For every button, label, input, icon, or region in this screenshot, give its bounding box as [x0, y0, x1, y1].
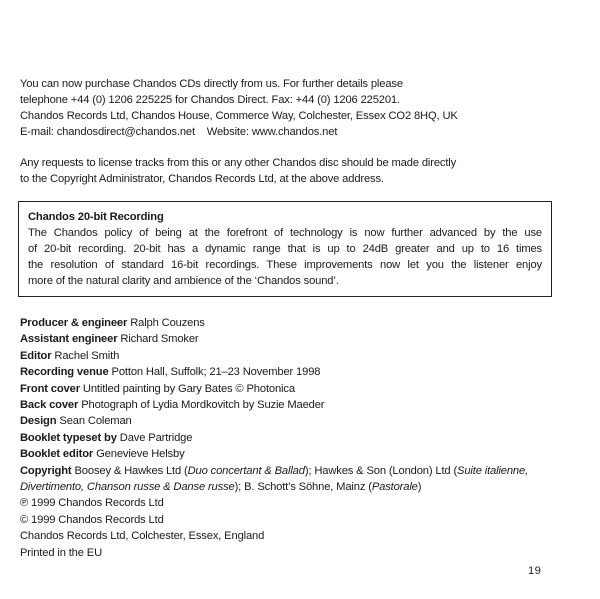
license-paragraph: [20, 155, 456, 187]
text-line: more of the natural clarity and ambience of the ‘Chandos sound’.: [28, 275, 339, 287]
phonogram-copyright-line: ℗ 1999 Chandos Records Ltd: [20, 497, 164, 510]
copyright-text: ): [417, 481, 422, 494]
credit-label: Booklet typeset by: [20, 431, 117, 444]
text-line: the resolution of standard 16-bit recordings. These improvements now let you the listener enjoy: [28, 259, 542, 271]
credit-label: Back cover: [20, 399, 79, 412]
copyright-text: Boosey & Hawkes Ltd (: [74, 464, 188, 477]
text-line: to the Copyright Administrator, Chandos Records Ltd, at the above address.: [20, 173, 384, 185]
page-number: 19: [528, 565, 542, 577]
text-line: of 20-bit recording. 20-bit has a dynamic range that is up to 24dB greater and up to 16 times: [28, 243, 542, 255]
credit-value: Richard Smoker: [120, 333, 199, 346]
credit-value: Potton Hall, Suffolk; 21–23 November 1998: [111, 366, 321, 379]
credit-label: Producer & engineer: [20, 317, 128, 329]
copyright-line: © 1999 Chandos Records Ltd: [20, 513, 164, 526]
publisher-address-line: Chandos Records Ltd, Colchester, Essex, England: [20, 530, 265, 543]
credit-value: Rachel Smith: [54, 349, 120, 362]
credit-row: [20, 430, 580, 446]
credit-row: [20, 315, 580, 331]
credit-label: Design: [20, 415, 57, 428]
text-line: E-mail: chandosdirect@chandos.net Website: www.chandos.net: [20, 126, 338, 138]
printed-in-line: Printed in the EU: [20, 546, 103, 559]
credit-label: Recording venue: [20, 366, 109, 379]
credits-section: [20, 315, 580, 561]
credit-row: [20, 331, 580, 347]
work-title: Pastorale: [371, 481, 418, 494]
work-title: Suite italienne, Divertimento, Chanson russe & Danse russe: [20, 464, 529, 494]
credit-value: Untitled painting by Gary Bates © Photonica: [82, 382, 295, 395]
text-line: Chandos Records Ltd, Chandos House, Commerce Way, Colchester, Essex CO2 8HQ, UK: [20, 110, 458, 122]
credit-row: [20, 348, 580, 364]
recording-note-box: [18, 201, 552, 297]
credit-value: Ralph Couzens: [130, 317, 205, 329]
text-line: The Chandos policy of being at the forefront of technology is now further advanced by the use: [28, 227, 542, 239]
credit-row-copyright: [20, 463, 540, 496]
text-line: telephone +44 (0) 1206 225225 for Chandos Direct. Fax: +44 (0) 1206 225201.: [20, 94, 400, 106]
credit-row: [20, 413, 580, 429]
credit-row: [20, 381, 580, 397]
box-title: Chandos 20-bit Recording: [28, 211, 164, 223]
credit-label: Copyright: [20, 464, 72, 477]
copyright-text: ); B. Schott’s Söhne, Mainz (: [234, 481, 372, 494]
work-title: Duo concertant & Ballad: [187, 464, 305, 477]
credit-row: [20, 397, 580, 413]
credit-value: Genevieve Helsby: [96, 448, 185, 461]
contact-paragraph: [20, 76, 458, 140]
credit-value: Sean Coleman: [59, 415, 132, 428]
credit-label: Assistant engineer: [20, 333, 118, 346]
credit-row: [20, 364, 580, 380]
text-line: You can now purchase Chandos CDs directly from us. For further details please: [20, 78, 403, 90]
credit-label: Editor: [20, 349, 52, 362]
credit-value: Dave Partridge: [119, 431, 193, 444]
credit-row: [20, 446, 580, 462]
credit-label: Booklet editor: [20, 448, 94, 461]
text-line: Any requests to license tracks from this or any other Chandos disc should be made directly: [20, 157, 457, 169]
credit-label: Front cover: [20, 382, 80, 395]
credit-value: Photograph of Lydia Mordkovitch by Suzie Maeder: [81, 399, 325, 412]
copyright-text: ); Hawkes & Son (London) Ltd (: [304, 464, 458, 477]
